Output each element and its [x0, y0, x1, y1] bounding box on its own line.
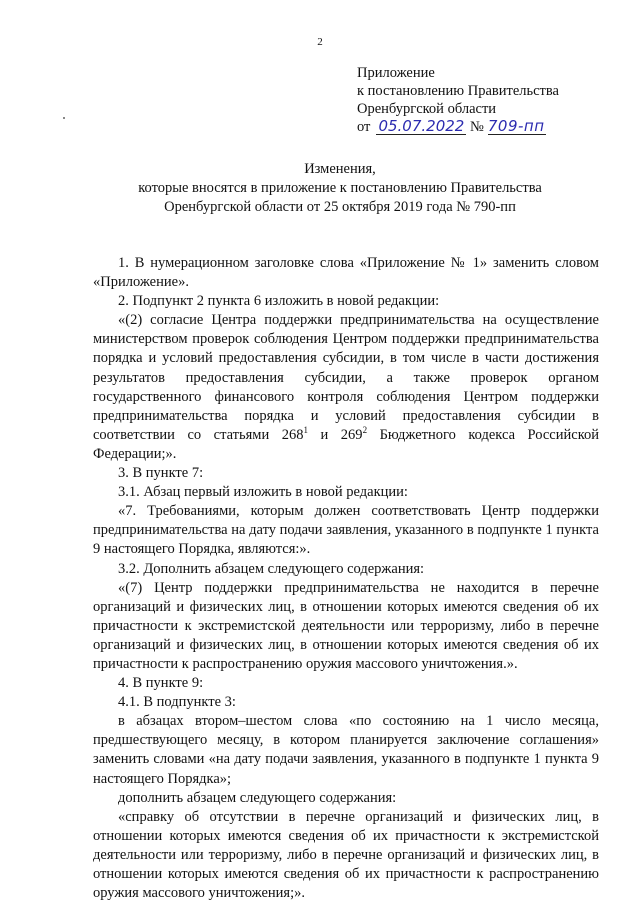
document-heading: [80, 160, 600, 217]
document-body: [93, 254, 599, 903]
heading-subtitle-line-1: которые вносятся в приложение к постановлению Правительства: [138, 180, 542, 196]
paragraph-8: «(7) Центр поддержки предпринимательства не находится в перечне организаций и физических лиц, в отношении которых имеются сведения об их причастности к экстремистской деятельности или терроризму, либо в перечне организаций и физических лиц, в отношении которых имеются сведения об их причастности к распространению оружия массового уничтожения.».: [93, 579, 599, 672]
number-prefix: №: [470, 119, 484, 135]
appendix-block: [357, 64, 559, 136]
appendix-reference: к постановлению Правительства: [357, 83, 559, 99]
paragraph-3: [93, 311, 599, 464]
paragraph-7: 3.2. Дополнить абзацем следующего содержания:: [118, 560, 425, 577]
heading-title: Изменения,: [304, 161, 376, 177]
paragraph-9: 4. В пункте 9:: [118, 675, 204, 692]
paragraph-1: 1. В нумерационном заголовке слова «Приложение № 1» заменить словом «Приложение».: [93, 255, 599, 291]
date-prefix: от: [357, 119, 371, 135]
appendix-date-line: [357, 118, 559, 136]
page-number: 2: [317, 36, 323, 48]
paragraph-5: 3.1. Абзац первый изложить в новой редакции:: [118, 484, 408, 501]
paragraph-3-between: и 269: [308, 426, 363, 443]
paragraph-2: 2. Подпункт 2 пункта 6 изложить в новой редакции:: [118, 293, 440, 310]
heading-subtitle-line-2: Оренбургской области от 25 октября 2019 года № 790-пп: [164, 199, 516, 215]
paragraph-11: в абзацах втором–шестом слова «по состоянию на 1 число месяца, предшествующего месяцу, в котором планируется заключение соглашения» заменить словами «на дату подачи заявления, указанного в подпункте 1 пункта 9 настоящего Порядка»;: [93, 713, 599, 787]
superscript-1: 1: [303, 425, 308, 436]
paragraph-13: «справку об отсутствии в перечне организаций и физических лиц, в отношении которых имеются сведения об их причастности к экстремистской деятельности или терроризму, либо в перечне организаций и физических лиц, в отношении которых имеются сведения об их причастности к распространению оружия массового уничтожения;».: [93, 808, 599, 902]
appendix-title: Приложение: [357, 65, 435, 81]
appendix-region: Оренбургской области: [357, 101, 497, 117]
paragraph-10: 4.1. В подпункте 3:: [118, 694, 236, 711]
paragraph-6: «7. Требованиями, которым должен соответствовать Центр поддержки предпринимательства на дату подачи заявления, указанного в подпункте 1 пункта 9 настоящего Порядка, являются:».: [93, 503, 599, 558]
scan-speck: [63, 117, 65, 119]
paragraph-12: дополнить абзацем следующего содержания:: [118, 789, 397, 806]
paragraph-4: 3. В пункте 7:: [118, 465, 204, 482]
handwritten-date: 05.07.2022: [376, 118, 466, 135]
superscript-2: 2: [362, 425, 368, 436]
handwritten-number: 709-пп: [487, 117, 545, 135]
paragraph-3-text: «(2) согласие Центра поддержки предпринимательства на осуществление министерством проверок соблюдения Центром поддержки предпринимательства порядка и условий предоставления субсидии, в том числе в части достижения результатов предоставления субсидии, а также проверок органом государственного финансового контроля соблюдения Центром поддержки предпринимательства порядка и условий предоставления субсидии в соответствии со статьями 268: [93, 312, 599, 443]
paragraph-3-end: Бюджетного кодекса Российской Федерации;».: [93, 426, 600, 462]
